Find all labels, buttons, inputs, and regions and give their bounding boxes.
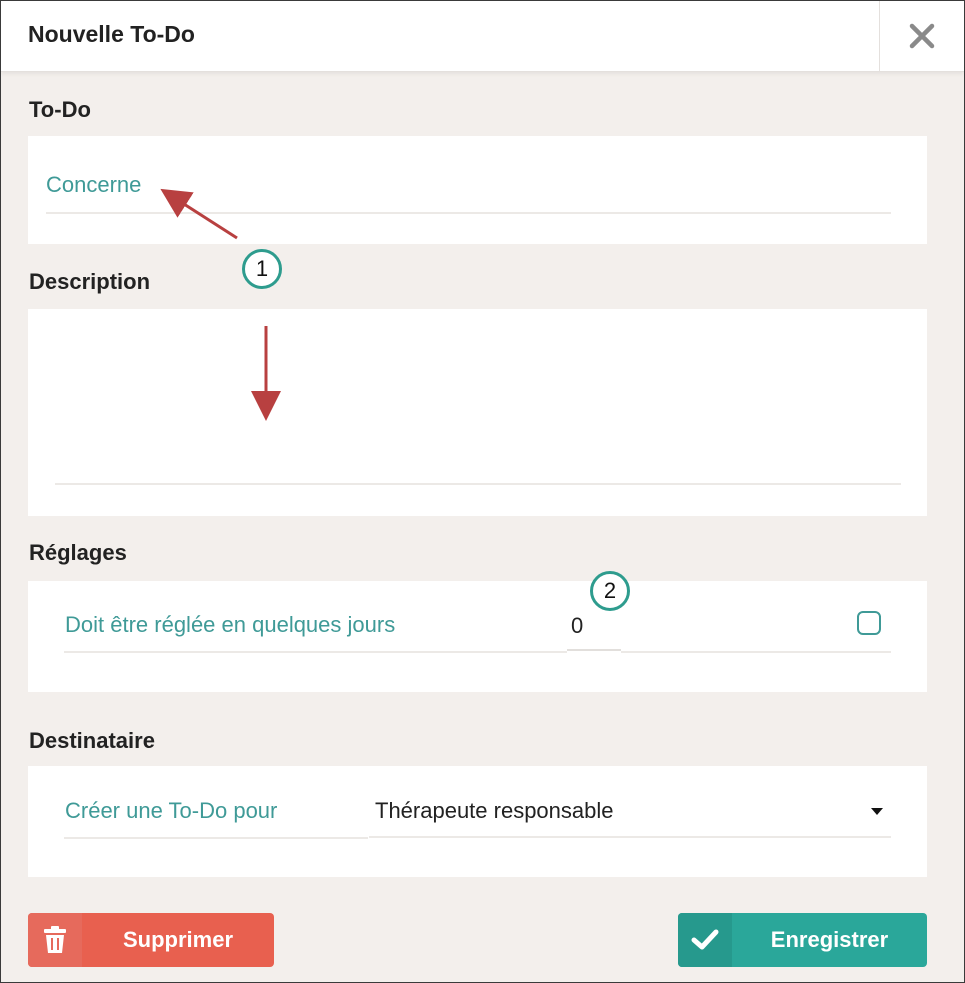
create-todo-for-label: Créer une To-Do pour xyxy=(65,798,278,823)
annotation-badge-2: 2 xyxy=(590,571,630,611)
due-days-input[interactable]: 0 xyxy=(571,613,584,638)
delete-button-label: Supprimer xyxy=(122,927,234,952)
due-days-label: Doit être réglée en quelques jours xyxy=(65,612,396,637)
save-button-label: Enregistrer xyxy=(770,927,889,952)
annotation-overlay xyxy=(1,1,964,982)
dialog-title: Nouvelle To-Do xyxy=(28,21,195,47)
section-title-settings: Réglages xyxy=(29,540,127,565)
annotation-badge-1: 1 xyxy=(242,249,282,289)
annotation-arrow-1 xyxy=(173,197,237,238)
section-title-description: Description xyxy=(29,269,151,294)
section-title-recipient: Destinataire xyxy=(29,728,155,753)
recipient-selected-value: Thérapeute responsable xyxy=(375,798,614,823)
section-title-todo: To-Do xyxy=(29,97,91,122)
